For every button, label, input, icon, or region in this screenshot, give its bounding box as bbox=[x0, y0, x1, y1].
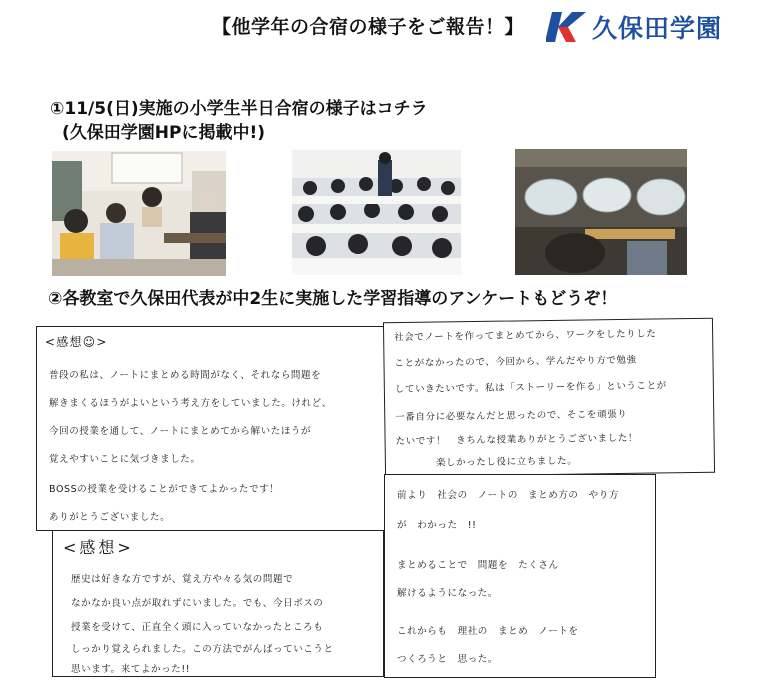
section1-note: (久保田学園HPに掲載中!) bbox=[62, 123, 265, 143]
card3-line-2: なかなか良い点が取れずにいました。でも、今日ボスの bbox=[71, 598, 324, 609]
card3-line-1: 歴史は好きな方ですが、覚え方や々る気の問題で bbox=[71, 574, 294, 585]
card3-title: <感想> bbox=[63, 538, 134, 557]
page-title: 【他学年の合宿の様子をご報告！】 bbox=[212, 16, 525, 38]
card1-line-2: 解きまくるほうがよいという考え方をしていました。けれど、 bbox=[49, 398, 332, 409]
card1-line-1: 普段の私は、ノートにまとめる時間がなく、それなら問題を bbox=[49, 370, 322, 381]
card3-line-4: しっかり覚えられました。この方法でがんばっていこうと bbox=[71, 644, 334, 655]
survey-card-1 bbox=[36, 326, 386, 531]
photo-teacher-with-students bbox=[52, 151, 226, 276]
card1-line-3: 今回の授業を通して、ノートにまとめてから解いたほうが bbox=[49, 426, 312, 437]
card2-line-2: ことがなかったので、今回から、学んだやり方で勉強 bbox=[394, 354, 637, 370]
card1-line-5: BOSSの授業を受けることができてよかったです！ bbox=[49, 484, 280, 495]
card3-line-3: 授業を受けて、正直全く頭に入っていなかったところも bbox=[71, 622, 324, 633]
card2-line-3: していきたいです。私は「ストーリーを作る」ということが bbox=[394, 380, 667, 396]
card3-line-5: 思います。来てよかった!! bbox=[71, 664, 191, 675]
card4-line-4: 解けるようになった。 bbox=[397, 588, 499, 599]
card4-line-5: これからも 理社の まとめ ノートを bbox=[397, 626, 579, 637]
card2-line-4: 一番自分に必要なんだと思ったので、そこを頑張り bbox=[395, 408, 628, 424]
card4-line-2: が わかった !! bbox=[397, 520, 477, 531]
card2-line-6: 楽しかったし役に立ちました。 bbox=[435, 455, 578, 469]
section2-heading: ②各教室で久保田代表が中2生に実施した学習指導のアンケートもどうぞ！ bbox=[48, 289, 618, 309]
card1-title: <感想☺> bbox=[45, 335, 108, 349]
section1-heading: ①11/5(日)実施の小学生半日合宿の様子はコチラ bbox=[50, 99, 428, 119]
card2-line-5: たいです！ きちんな授業ありがとうございました！ bbox=[395, 432, 639, 448]
logo-text: 久保田学園 bbox=[592, 14, 723, 43]
card1-line-6: ありがとうございました。 bbox=[49, 512, 171, 523]
survey-card-4 bbox=[384, 474, 656, 678]
kubota-gakuen-logo bbox=[546, 9, 722, 45]
survey-card-2 bbox=[383, 318, 715, 478]
card4-line-6: つくろうと 思った。 bbox=[397, 654, 499, 665]
card1-line-4: 覚えやすいことに気づきました。 bbox=[49, 454, 201, 465]
card2-line-1: 社会でノートを作ってまとめてから、ワークをしたりした bbox=[394, 328, 657, 344]
photo-classroom-students bbox=[292, 150, 461, 275]
logo-k-icon bbox=[546, 10, 590, 44]
card4-line-1: 前より 社会の ノートの まとめ方の やり方 bbox=[397, 490, 619, 501]
card4-line-3: まとめることで 問題を たくさん bbox=[397, 560, 559, 571]
photo-cooking-plates bbox=[515, 149, 687, 275]
survey-card-3 bbox=[52, 530, 384, 677]
